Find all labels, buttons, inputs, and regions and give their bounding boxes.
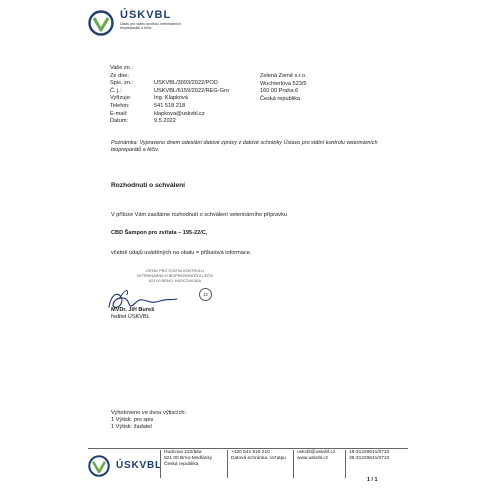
meta-row: [110, 88, 229, 96]
signer-name: MVDr. Jiří Bureš: [111, 307, 155, 313]
footer-account: 35-31229641/0710: [349, 456, 390, 462]
footer-address: [164, 450, 212, 469]
meta-label: Č. j.:: [110, 87, 122, 94]
meta-value: klapkova@uskvbl.cz: [154, 110, 205, 117]
footer-phone: +420 541 518 210: [231, 450, 270, 455]
footer-separator: [345, 450, 346, 478]
reference-block: [110, 65, 229, 126]
meta-row: [110, 65, 229, 73]
footer-address-line: Česká republika: [164, 462, 199, 468]
meta-label: Ze dne:: [110, 72, 129, 79]
footer-divider: [88, 448, 408, 449]
stamp-line: ÚSTAV PRO STÁTNÍ KONTROLU: [145, 269, 205, 273]
footer-address-line: 621 00 Brno-Medlánky: [164, 456, 213, 462]
official-stamp: [120, 269, 230, 283]
footer-contact: [231, 450, 286, 462]
footer-web: [297, 450, 335, 462]
copies-title: Vyhotoveno ve dvou výtiscích:: [111, 410, 187, 416]
copies-line: 1 Výtisk: pro spis: [111, 417, 154, 423]
recipient-address: [260, 73, 307, 103]
meta-label: E-mail:: [110, 110, 128, 117]
meta-value: USKVBL/6159/2022/REG-Gro: [154, 87, 229, 94]
copies-block: [111, 410, 186, 431]
signer-title: ředitel ÚSKVBL: [111, 314, 150, 320]
stamp-number: 12: [199, 288, 212, 301]
meta-value: Ing. Klapková: [154, 95, 188, 102]
body-closing: včetně údajů uváděných na obalu = příbalová informace.: [111, 250, 252, 256]
meta-row: [110, 103, 229, 111]
body-intro: V příloze Vám zasíláme rozhodnutí o schválení veterinárního přípravku: [111, 212, 287, 218]
footer-email: uskvbl@uskvbl.cz: [297, 450, 336, 455]
copies-line: 1 Výtisk: žadatel: [111, 424, 152, 430]
footer-separator: [293, 450, 294, 478]
footer-logo-name: ÚSKVBL: [116, 460, 162, 471]
dispatch-note: Poznámka: Vypraveno dnem odeslání datové zprávy z datové schránky Ústavu pro státní kontrolu veterinárních biopreparátů a léčiv.: [111, 140, 378, 154]
footer-account: 19-31229641/0710: [349, 450, 390, 455]
meta-value: 9.5.2022: [154, 118, 176, 125]
footer-accounts: [349, 450, 389, 462]
meta-row: [110, 80, 229, 88]
logo-subtitle: Ústav pro státní kontrolu veterinárních biopreparátů a léčiv: [120, 22, 181, 31]
meta-row: [110, 73, 229, 81]
page-number: 1 / 1: [367, 477, 378, 483]
stamp-line: VETERINÁRNÍCH BIOPREPARÁTŮ A LÉČIV: [136, 273, 214, 278]
meta-label: Vaše zn.:: [110, 65, 133, 71]
meta-value: USKVBL/3093/2022/POD: [154, 80, 218, 87]
footer-separator: [227, 450, 228, 478]
document-heading: Rozhodnutí o schválení: [111, 182, 185, 189]
footer-address-line: Hudcova 232/56a: [164, 450, 202, 455]
footer-website: www.uskvbl.cz: [297, 456, 329, 462]
recipient-street: Wuchterlova 523/5: [260, 80, 307, 87]
meta-label: Telefon:: [110, 102, 130, 109]
product-name: CBD Šampon pro zvířata – 195-22/C,: [111, 230, 208, 236]
logo-name: ÚSKVBL: [120, 9, 172, 21]
recipient-city: 160 00 Praha 6: [260, 88, 299, 95]
recipient-country: Česká republika: [260, 95, 301, 102]
meta-row: [110, 118, 229, 126]
uskvbl-logo-icon: [88, 10, 114, 36]
meta-row: [110, 95, 229, 103]
signer-block: [111, 307, 154, 321]
footer-databox: Datová schránka: ra7atpu: [231, 456, 286, 462]
meta-value: 541 518 218: [154, 102, 186, 109]
recipient-name: Zelená Země s.r.o.: [260, 73, 307, 79]
meta-row: [110, 111, 229, 119]
meta-label: Datum:: [110, 118, 129, 125]
footer-separator: [160, 450, 161, 478]
meta-label: Spis. zn.:: [110, 80, 134, 87]
stamp-line: 621 00 BRNO, HUDCOVA 56A: [148, 278, 202, 283]
uskvbl-footer-logo-icon: [88, 455, 110, 477]
meta-label: Vyřizuje:: [110, 95, 132, 102]
